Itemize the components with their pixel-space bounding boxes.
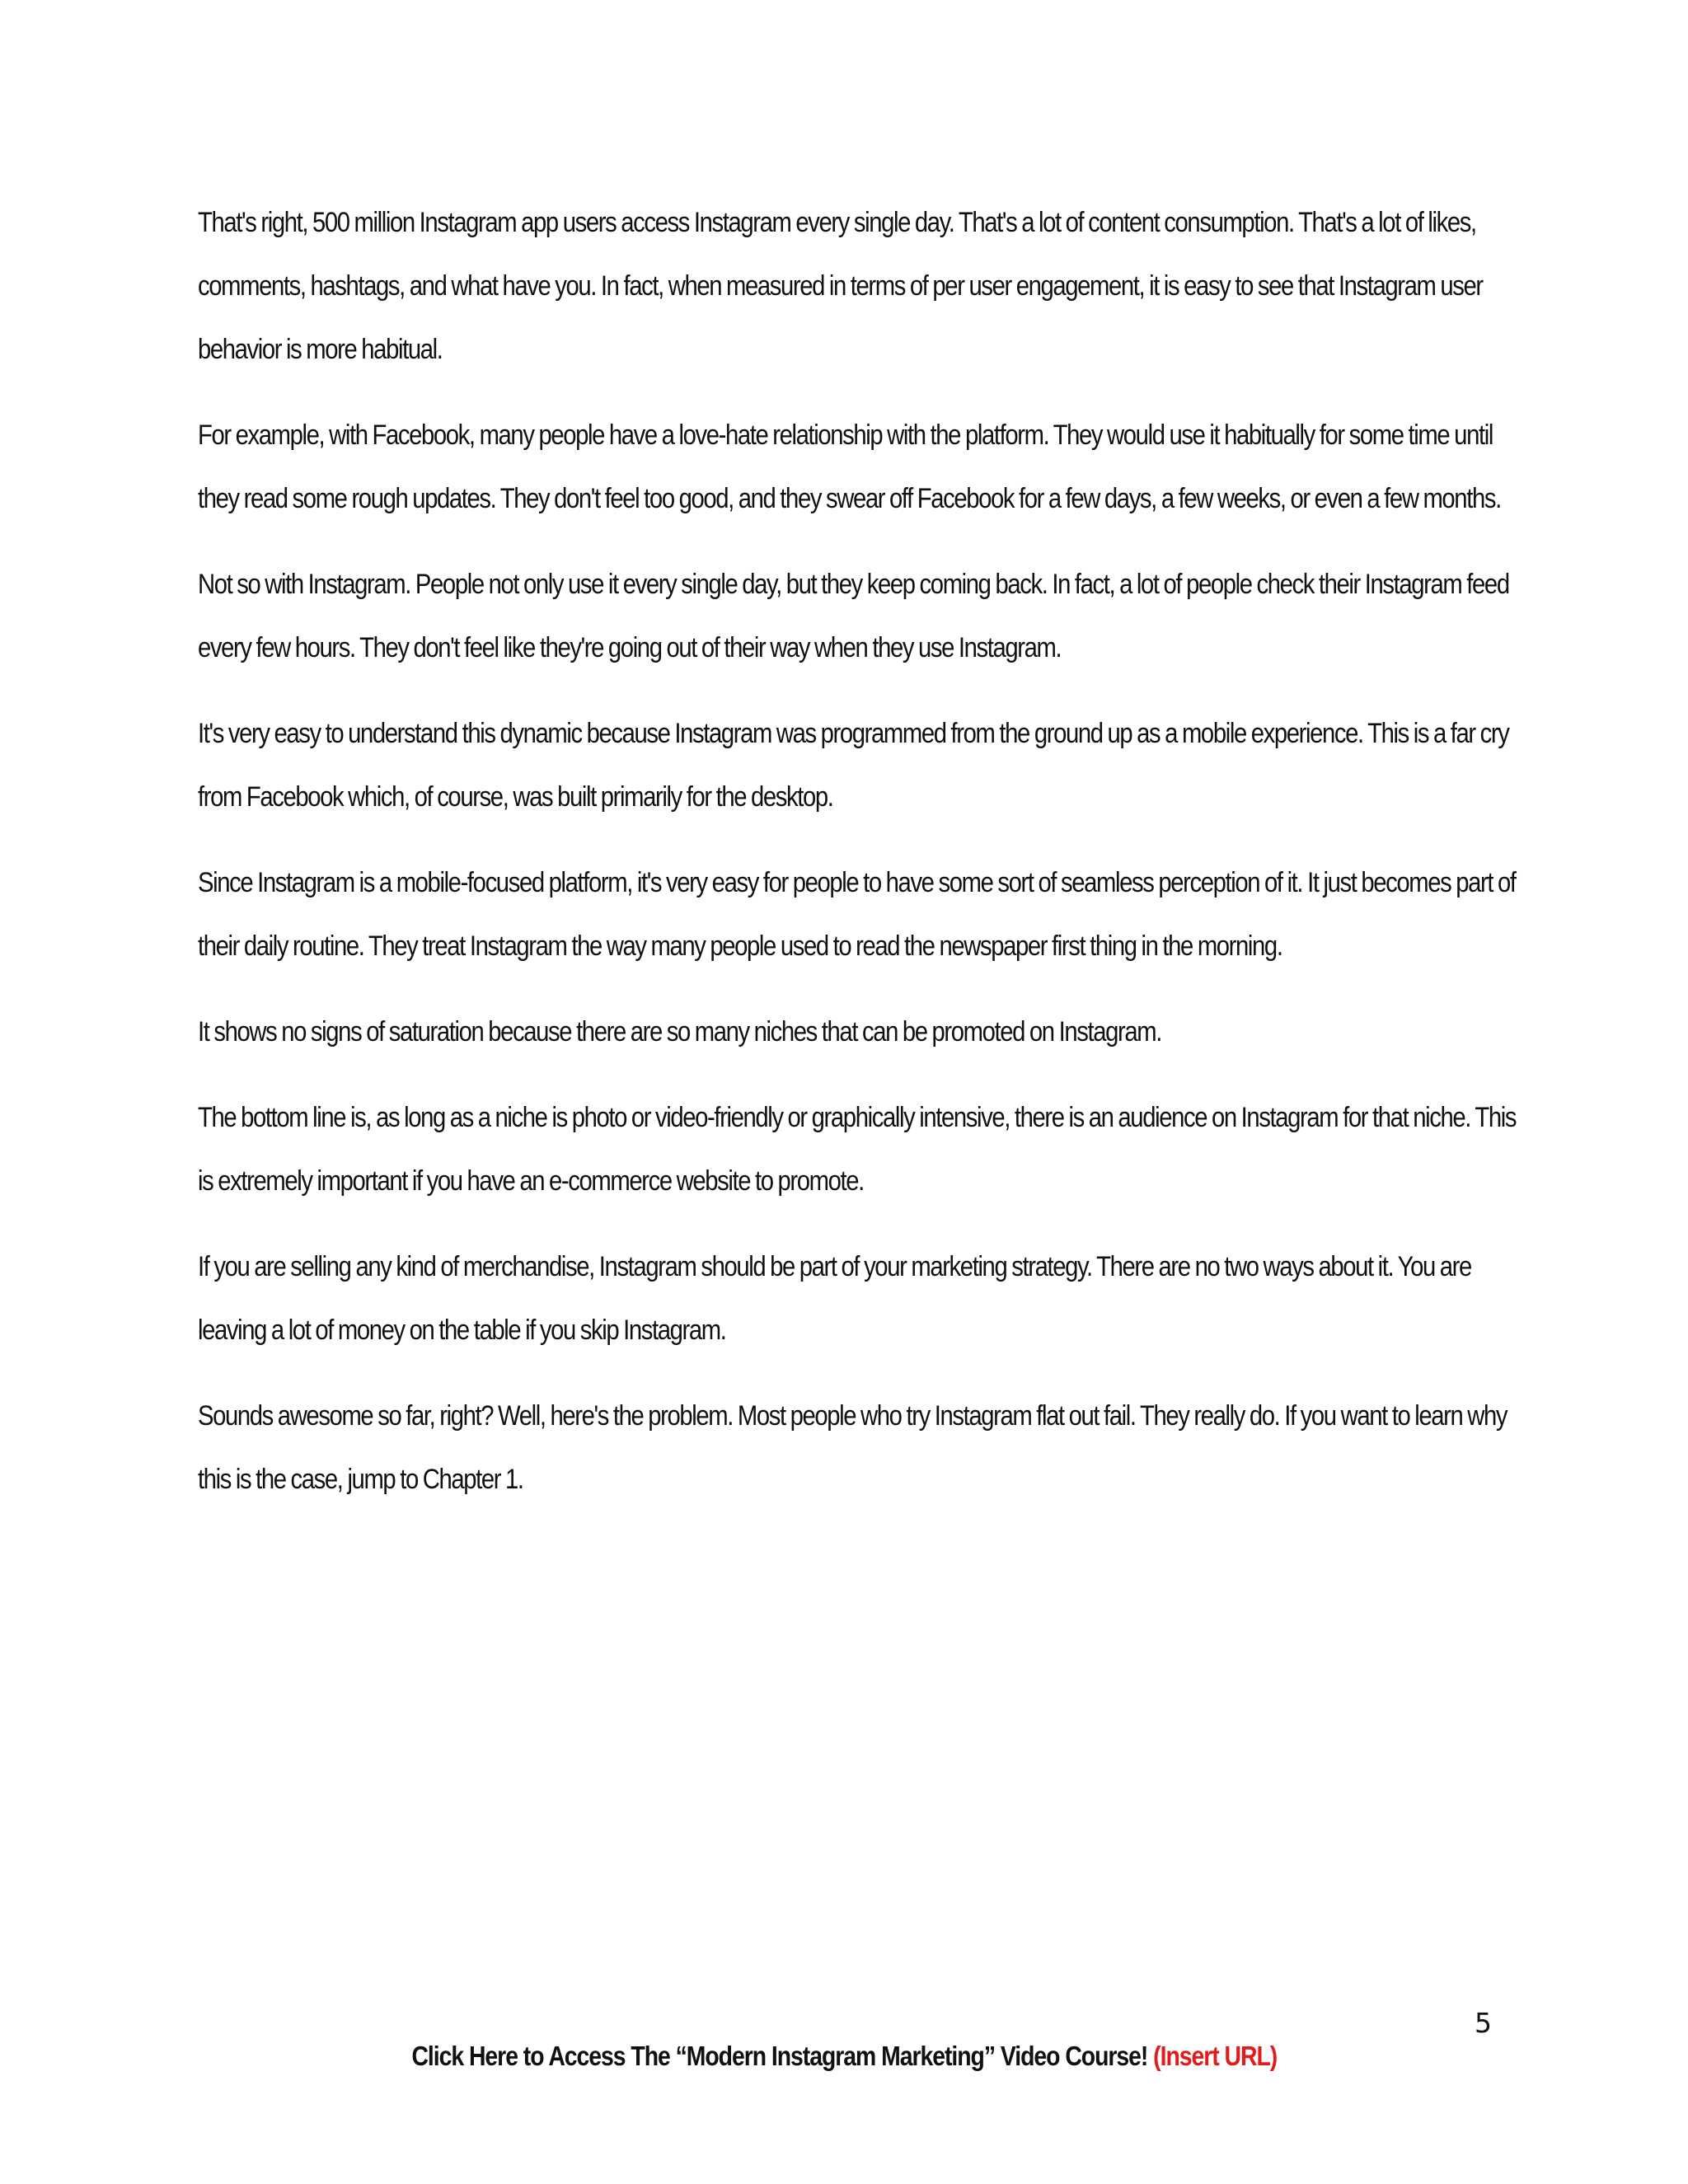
paragraph-5: Since Instagram is a mobile-focused platform, it's very easy for people to have some sort of seamless perception of it. It just becomes part of their daily routine. They treat Instagram the way many people used to read the newspaper first thing in the morning. bbox=[198, 867, 1516, 962]
page-number: 5 bbox=[1475, 2007, 1492, 2039]
paragraph-6: It shows no signs of saturation because there are so many niches that can be promoted on Instagram. bbox=[198, 1016, 1161, 1047]
paragraph-1: That's right, 500 million Instagram app users access Instagram every single day. That's a lot of content consumption. That's a lot of likes, comments, hashtags, and what have you. In fact, when measured in terms of per user engagement, it is easy to see that Instagram user behavior is more habitual. bbox=[198, 207, 1483, 365]
paragraph-9: Sounds awesome so far, right? Well, here's the problem. Most people who try Instagram flat out fail. They really do. If you want to learn why this is the case, jump to Chapter 1. bbox=[198, 1400, 1507, 1495]
body-text bbox=[198, 191, 1525, 1534]
paragraph-3: Not so with Instagram. People not only use it every single day, but they keep coming back. In fact, a lot of people check their Instagram feed every few hours. They don't feel like they're going out of their way when they use Instagram. bbox=[198, 569, 1509, 663]
footer-line bbox=[411, 2041, 1277, 2072]
url-placeholder[interactable]: (Insert URL) bbox=[1152, 2041, 1277, 2071]
paragraph-7: The bottom line is, as long as a niche is photo or video-friendly or graphically intensive, there is an audience on Instagram for that niche. This is extremely important if you have an e-commerce website to promote. bbox=[198, 1102, 1517, 1197]
paragraph-2: For example, with Facebook, many people have a love-hate relationship with the platform. They would use it habitually for some time until they read some rough updates. They don't feel too good, and they swear off Facebook for a few days, a few weeks, or even a few months. bbox=[198, 419, 1501, 514]
video-course-link[interactable]: Click Here to Access The “Modern Instagram Marketing” Video Course! bbox=[411, 2041, 1147, 2071]
paragraph-4: It's very easy to understand this dynamic because Instagram was programmed from the ground up as a mobile experience. This is a far cry from Facebook which, of course, was built primarily for the desktop. bbox=[198, 718, 1509, 813]
paragraph-8: If you are selling any kind of merchandise, Instagram should be part of your marketing strategy. There are no two ways about it. You are leaving a lot of money on the table if you skip Instagram. bbox=[198, 1251, 1471, 1346]
footer bbox=[0, 2041, 1688, 2072]
